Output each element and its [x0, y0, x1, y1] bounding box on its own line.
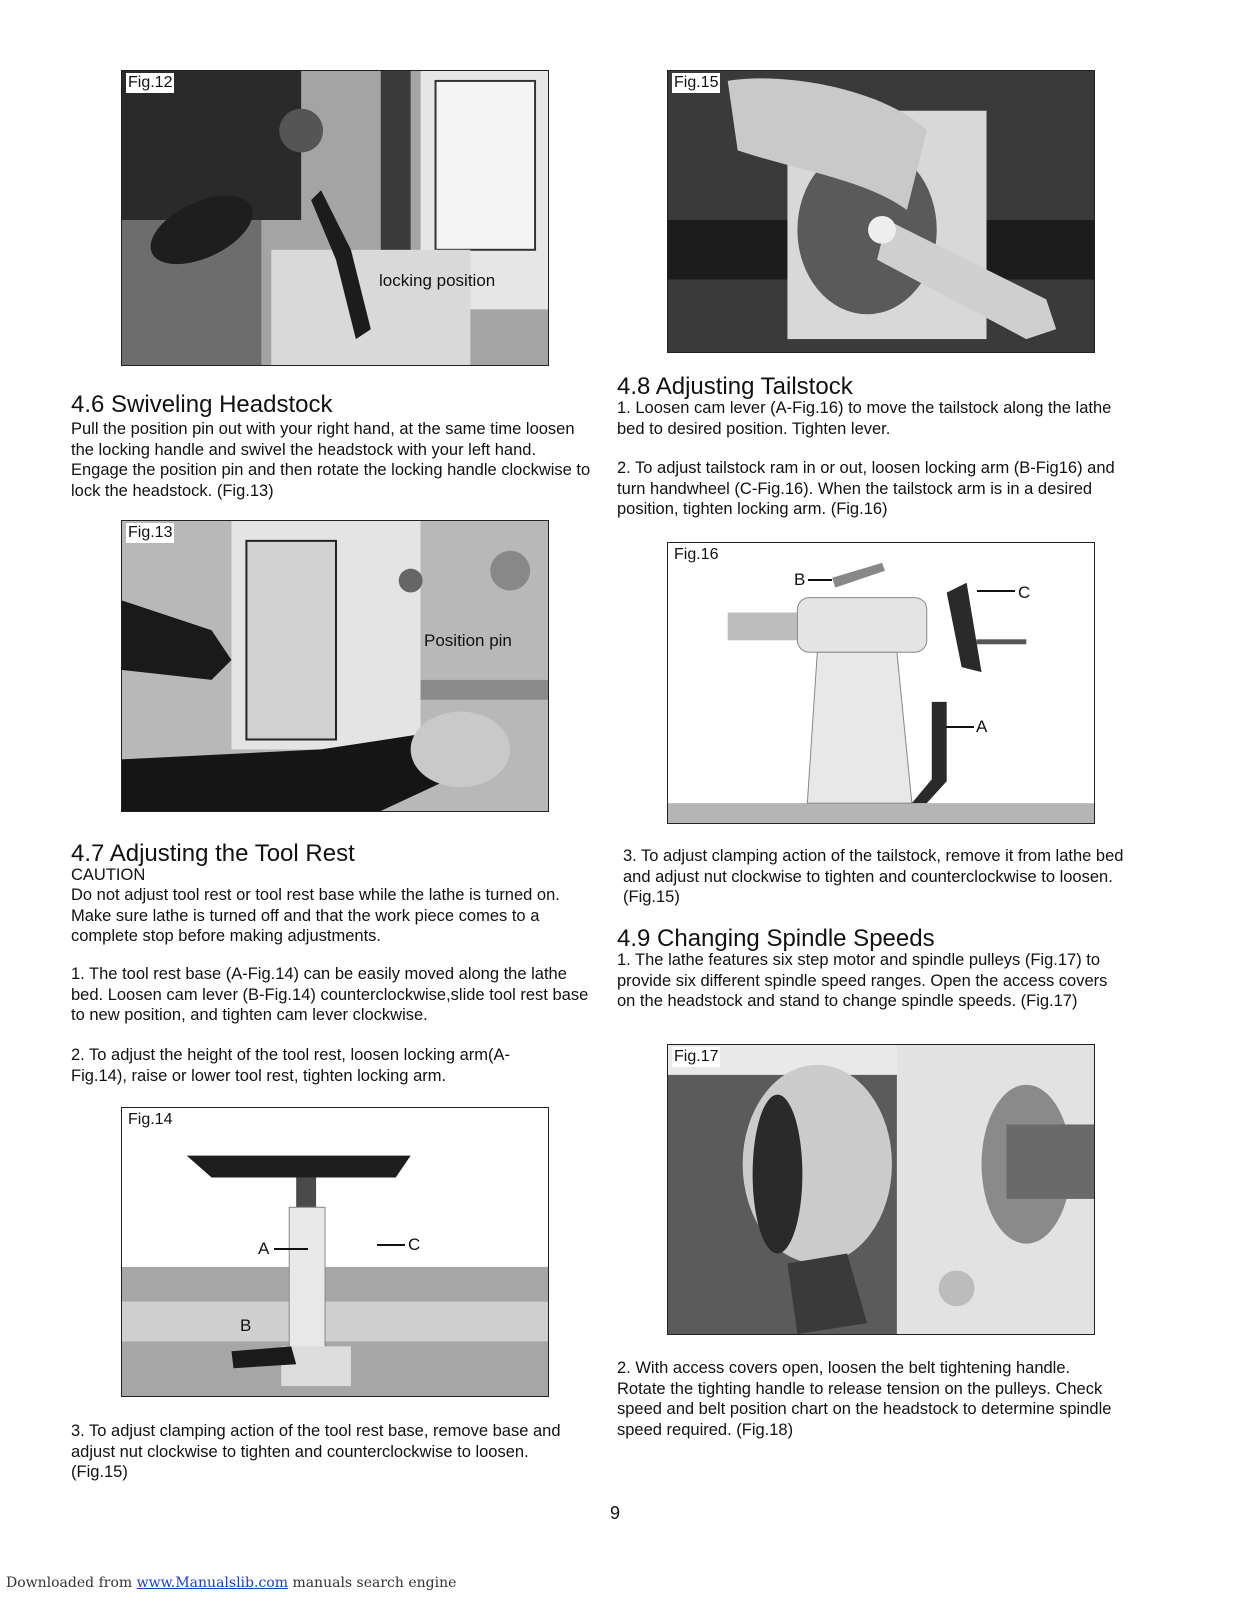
- figure-17: [667, 1044, 1095, 1335]
- fig14-label: Fig.14: [128, 1111, 173, 1128]
- section-4-8-step-3: 3. To adjust clamping action of the tailstock, remove it from lathe bed and adjust nut clockwise to tighten and counterclockwise to loosen. (Fig.15): [623, 847, 1124, 906]
- fig16-leader-c: [977, 590, 1015, 592]
- section-4-7-title: 4.7 Adjusting the Tool Rest: [71, 840, 355, 867]
- section-4-7-step-1: 1. The tool rest base (A-Fig.14) can be easily moved along the lathe bed. Loosen cam lever (B-Fig.14) counterclockwise,slide tool rest base to new position, and tighten cam lever clockwise.: [71, 965, 589, 1024]
- fig12-callout-locking-position: locking position: [379, 271, 496, 290]
- page-number: 9: [610, 1503, 621, 1523]
- section-4-9-title: 4.9 Changing Spindle Speeds: [617, 925, 935, 952]
- fig12-label: Fig.12: [128, 74, 173, 91]
- section-4-7-caution-text: Do not adjust tool rest or tool rest base while the lathe is turned on. Make sure lathe is turned off and that the work piece comes to a complete stop before making adjustments.: [71, 886, 560, 945]
- fig17-photo: [668, 1045, 1094, 1334]
- fig16-callout-a: A: [976, 717, 988, 736]
- section-4-8-step-1: 1. Loosen cam lever (A-Fig.16) to move the tailstock along the lathe bed to desired position. Tighten lever.: [617, 399, 1112, 438]
- figure-15: [667, 70, 1095, 353]
- fig13-photo: [122, 521, 548, 811]
- section-4-8-step-2: 2. To adjust tailstock ram in or out, loosen locking arm (B-Fig16) and turn handwheel (C-Fig.16). When the tailstock arm is in a desired position, tighten locking arm. (Fig.16): [617, 459, 1115, 518]
- section-4-8-title: 4.8 Adjusting Tailstock: [617, 373, 853, 400]
- fig14-leader-a: [274, 1248, 308, 1250]
- footer-prefix: Downloaded from: [6, 1575, 133, 1591]
- fig13-label: Fig.13: [128, 524, 173, 541]
- fig12-photo: [122, 71, 548, 365]
- fig16-leader-b: [808, 579, 832, 581]
- fig14-leader-c: [377, 1244, 405, 1246]
- fig16-label: Fig.16: [674, 546, 719, 563]
- fig17-label: Fig.17: [674, 1048, 719, 1065]
- section-4-9-step-1: 1. The lathe features six step motor and spindle pulleys (Fig.17) to provide six different spindle speed ranges. Open the access covers on the headstock and stand to change spindle speeds. (Fig.17): [617, 951, 1108, 1010]
- footer-suffix: manuals search engine: [292, 1575, 457, 1591]
- fig14-callout-c: C: [408, 1235, 421, 1254]
- figure-12: [121, 70, 549, 366]
- section-4-7-caution: CAUTION: [71, 866, 146, 884]
- section-4-6-body: Pull the position pin out with your right hand, at the same time loosen the locking handle and swivel the headstock with your left hand. Engage the position pin and then rotate the locking handle clockwise to lock the headstock. (Fig.13): [71, 420, 591, 500]
- section-4-6-title: 4.6 Swiveling Headstock: [71, 391, 333, 418]
- download-footer: [6, 1575, 456, 1591]
- fig15-label: Fig.15: [674, 74, 719, 91]
- fig16-leader-a: [946, 726, 974, 728]
- fig16-callout-c: C: [1018, 583, 1031, 602]
- figure-14: [121, 1107, 549, 1397]
- fig13-callout-position-pin: Position pin: [424, 631, 512, 650]
- fig16-callout-b: B: [794, 570, 806, 589]
- fig15-photo: [668, 71, 1094, 352]
- section-4-9-step-2: 2. With access covers open, loosen the belt tightening handle. Rotate the tighting handle to release tension on the pulleys. Check speed and belt position chart on the headstock to determine spindle speed required. (Fig.18): [617, 1359, 1112, 1439]
- section-4-7-step-3: 3. To adjust clamping action of the tool rest base, remove base and adjust nut clockwise to tighten and counterclockwise to loosen. (Fig.15): [71, 1422, 561, 1481]
- fig14-photo: [122, 1108, 548, 1396]
- figure-16: [667, 542, 1095, 824]
- section-4-7-step-2: 2. To adjust the height of the tool rest, loosen locking arm(A-Fig.14), raise or lower tool rest, tighten locking arm.: [71, 1046, 511, 1085]
- figure-13: [121, 520, 549, 812]
- fig14-callout-b: B: [240, 1316, 252, 1335]
- fig14-callout-a: A: [258, 1239, 270, 1258]
- manualslib-link[interactable]: www.Manualslib.com: [136, 1575, 288, 1591]
